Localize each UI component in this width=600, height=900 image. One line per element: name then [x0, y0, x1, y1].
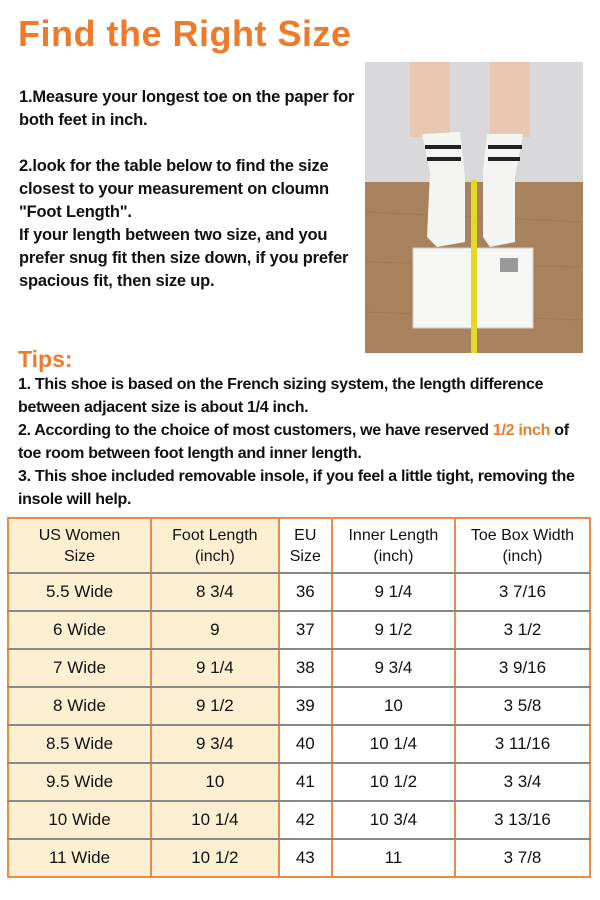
table-cell: 3 1/2 [455, 611, 590, 649]
table-cell: 10 1/2 [151, 839, 279, 877]
header-toe-box-width: Toe Box Width (inch) [455, 518, 590, 573]
table-cell: 3 3/4 [455, 763, 590, 801]
table-cell: 5.5 Wide [8, 573, 151, 611]
table-cell: 9 3/4 [332, 649, 455, 687]
table-cell: 10 1/2 [332, 763, 455, 801]
table-cell: 10 Wide [8, 801, 151, 839]
table-cell: 37 [279, 611, 332, 649]
table-cell: 10 3/4 [332, 801, 455, 839]
table-row [8, 687, 590, 725]
table-row [8, 649, 590, 687]
table-cell: 11 [332, 839, 455, 877]
tip-3: 3. This shoe included removable insole, if you feel a little tight, removing the insole will help. [18, 468, 575, 508]
table-cell: 42 [279, 801, 332, 839]
tip-1: 1. This shoe is based on the French sizing system, the length difference between adjacent size is about 1/4 inch. [18, 376, 544, 416]
table-cell: 3 5/8 [455, 687, 590, 725]
table-cell: 8 3/4 [151, 573, 279, 611]
table-cell: 3 9/16 [455, 649, 590, 687]
table-row [8, 763, 590, 801]
table-cell: 8.5 Wide [8, 725, 151, 763]
header-inner-length: Inner Length (inch) [332, 518, 455, 573]
table-cell: 9 1/4 [332, 573, 455, 611]
table-cell: 3 7/16 [455, 573, 590, 611]
measure-instructions [19, 86, 359, 293]
table-cell: 9 1/2 [151, 687, 279, 725]
table-cell: 3 13/16 [455, 801, 590, 839]
step-2-note: If your length between two size, and you prefer snug fit then size down, if you prefer spacious fit, then size up. [19, 226, 349, 290]
table-cell: 8 Wide [8, 687, 151, 725]
tips-heading: Tips: [18, 346, 73, 372]
instructions-section [7, 62, 593, 353]
table-cell: 36 [279, 573, 332, 611]
table-cell: 10 1/4 [151, 801, 279, 839]
table-cell: 9 [151, 611, 279, 649]
tips-list [18, 373, 590, 511]
table-cell: 9 1/2 [332, 611, 455, 649]
table-row [8, 801, 590, 839]
table-header-row [8, 518, 590, 573]
step-2: 2.look for the table below to find the size closest to your measurement on cloumn "Foot Length". [19, 157, 329, 221]
step-1: 1.Measure your longest toe on the paper for both feet in inch. [19, 88, 355, 129]
header-eu-size: EU Size [279, 518, 332, 573]
table-cell: 38 [279, 649, 332, 687]
table-cell: 10 1/4 [332, 725, 455, 763]
table-cell: 9.5 Wide [8, 763, 151, 801]
tip-2 [18, 419, 590, 465]
page-title: Find the Right Size [18, 13, 352, 54]
table-row [8, 573, 590, 611]
table-cell: 3 7/8 [455, 839, 590, 877]
header-foot-length: Foot Length (inch) [151, 518, 279, 573]
table-row [8, 839, 590, 877]
size-chart-table [7, 517, 591, 878]
table-cell: 7 Wide [8, 649, 151, 687]
table-cell: 9 1/4 [151, 649, 279, 687]
table-cell: 40 [279, 725, 332, 763]
tip-2-highlight: 1/2 inch [492, 422, 551, 439]
table-cell: 3 11/16 [455, 725, 590, 763]
table-cell: 6 Wide [8, 611, 151, 649]
tip-2-text-end: of toe room between foot length and inner length. [18, 422, 569, 462]
foot-measurement-photo [365, 62, 583, 353]
table-cell: 10 [151, 763, 279, 801]
table-cell: 11 Wide [8, 839, 151, 877]
table-cell: 41 [279, 763, 332, 801]
table-cell: 39 [279, 687, 332, 725]
tip-2-text: 2. According to the choice of most customers, we have reserved [18, 422, 493, 439]
table-row [8, 725, 590, 763]
table-cell: 9 3/4 [151, 725, 279, 763]
table-cell: 10 [332, 687, 455, 725]
table-cell: 43 [279, 839, 332, 877]
header-us-size: US Women Size [8, 518, 151, 573]
table-row [8, 611, 590, 649]
